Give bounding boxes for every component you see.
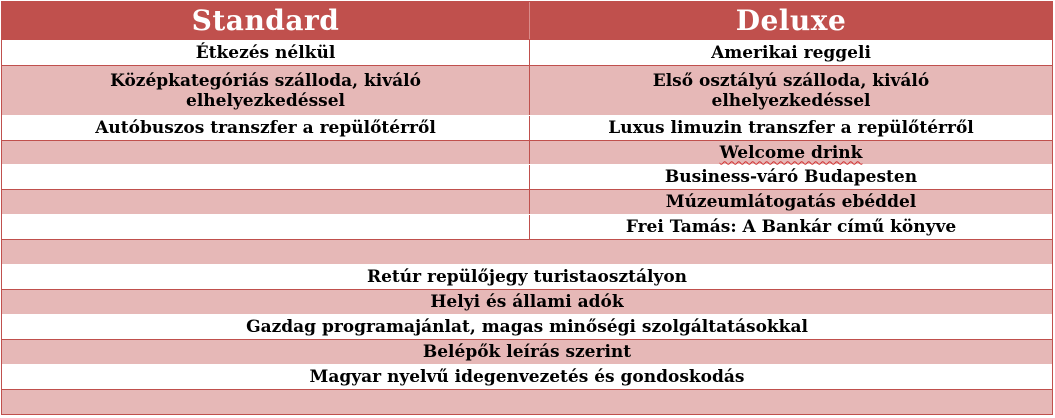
deluxe-cell-text: Welcome drink (719, 142, 863, 163)
table-row (2, 315, 1052, 340)
header-deluxe: Deluxe (735, 3, 847, 37)
table-row (2, 340, 1052, 365)
common-cell: Magyar nyelvű idegenvezetés és gondoskodás (309, 367, 745, 387)
table-row (2, 290, 1052, 315)
table-row (2, 116, 1052, 141)
table-row (2, 390, 1052, 414)
standard-cell: Autóbuszos transzfer a repülőtérről (2, 116, 530, 140)
standard-cell (2, 141, 530, 164)
table-row (2, 265, 1052, 290)
common-cell (2, 240, 1052, 264)
table-row (2, 40, 1052, 66)
standard-cell (2, 165, 530, 189)
deluxe-cell: Luxus limuzin transzfer a repülőtérről (608, 118, 974, 138)
table-row (2, 190, 1052, 215)
standard-cell (2, 190, 530, 214)
standard-cell-line: elhelyezkedéssel (186, 90, 345, 111)
deluxe-cell: Múzeumlátogatás ebéddel (665, 192, 917, 212)
standard-cell: Étkezés nélkül (2, 40, 530, 65)
standard-cell (2, 215, 530, 239)
deluxe-cell: Business-váró Budapesten (664, 167, 918, 187)
table-row (2, 141, 1052, 165)
standard-cell (2, 66, 530, 115)
table-row (2, 240, 1052, 265)
table-row (2, 365, 1052, 390)
deluxe-cell-line: elhelyezkedéssel (711, 90, 871, 111)
deluxe-cell-line: Első osztályú szálloda, kiváló (652, 70, 930, 91)
table-row (2, 215, 1052, 240)
common-cell (2, 390, 1052, 414)
common-cell: Gazdag programajánlat, magas minőségi szolgáltatásokkal (246, 317, 808, 337)
deluxe-cell: Frei Tamás: A Bankár című könyve (625, 217, 957, 237)
package-comparison-table (1, 1, 1053, 415)
deluxe-cell (530, 141, 1052, 164)
deluxe-cell: Amerikai reggeli (711, 42, 871, 63)
common-cell: Helyi és állami adók (430, 292, 624, 312)
table-row (2, 66, 1052, 116)
header-row (2, 2, 1052, 40)
common-cell: Retúr repülőjegy turistaosztályon (366, 267, 688, 287)
common-cell: Belépők leírás szerint (422, 342, 632, 362)
table-row (2, 165, 1052, 190)
standard-cell-line: Középkategóriás szálloda, kiváló (110, 70, 421, 91)
header-standard: Standard (2, 2, 530, 39)
deluxe-cell (530, 66, 1052, 115)
